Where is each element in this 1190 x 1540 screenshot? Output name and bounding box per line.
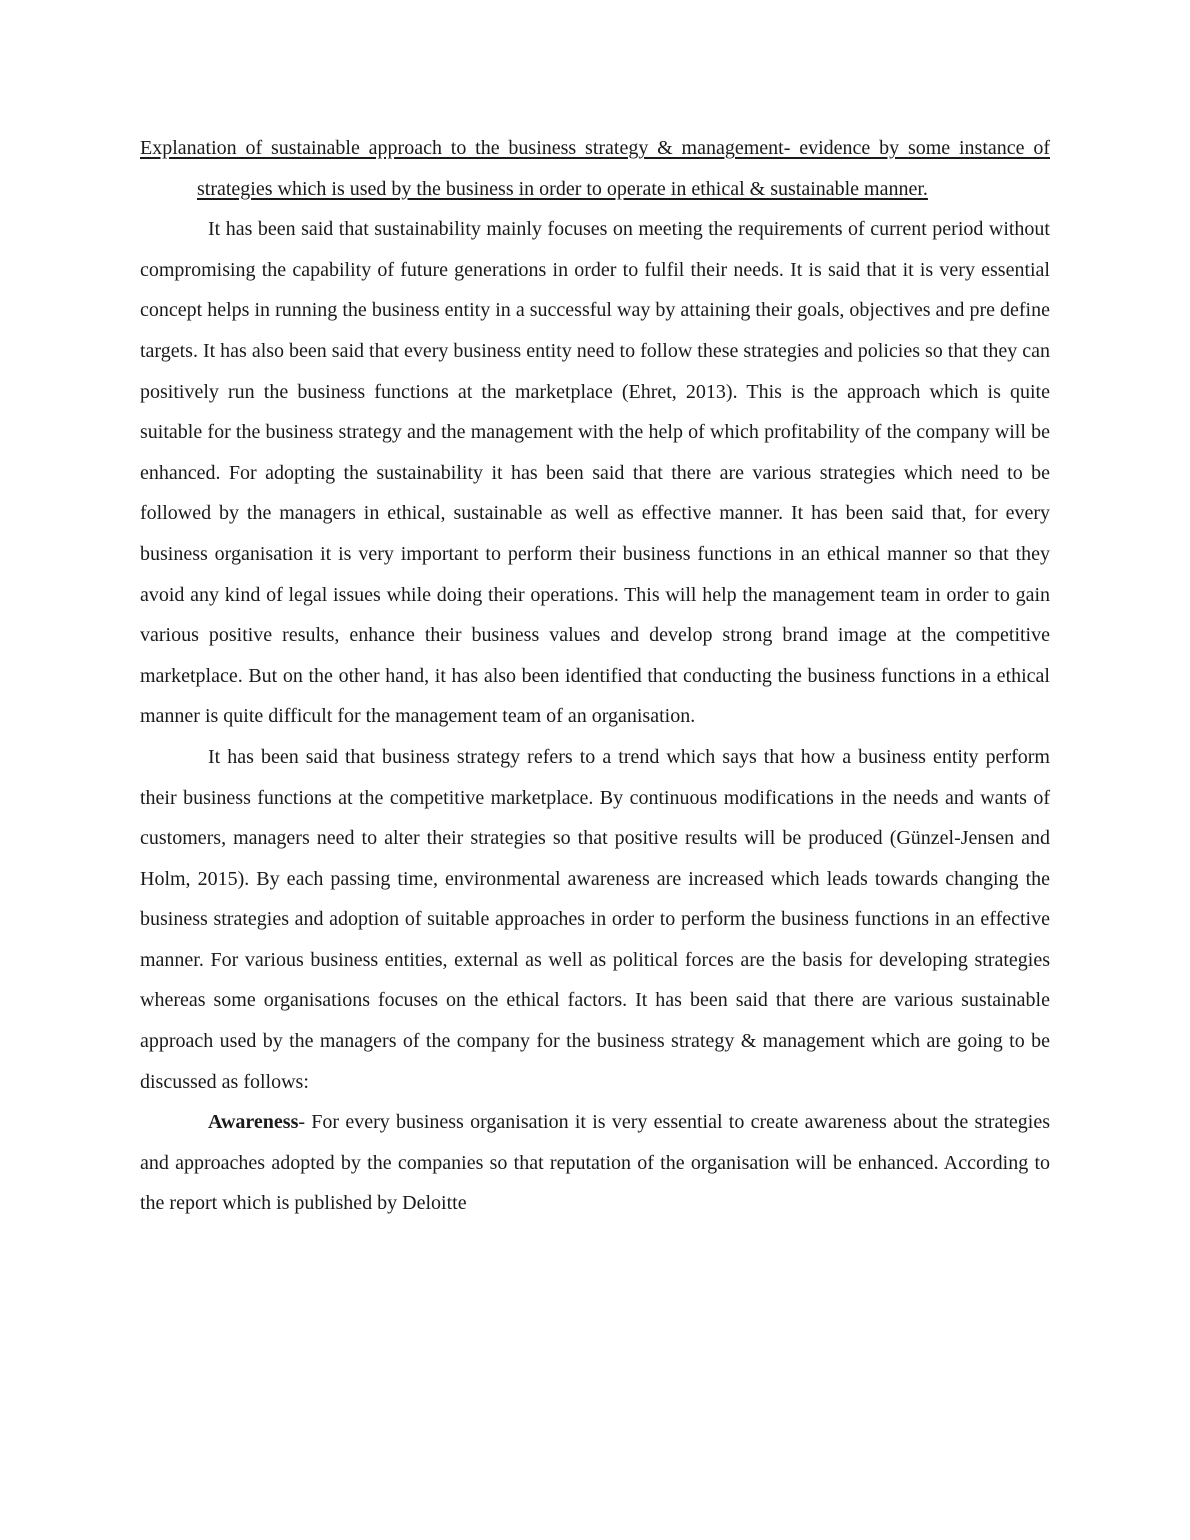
paragraph-sustainability-intro: It has been said that sustainability mainly focuses on meeting the requirements of current period without compromising the capability of future generations in order to fulfil their needs. It is said that it is very essential concept helps in running the business entity in a successful way by attaining their goals, objectives and pre define targets. It has also been said that every business entity need to follow these strategies and policies so that they can positively run the business functions at the marketplace (Ehret, 2013). This is the approach which is quite suitable for the business strategy and the management with the help of which profitability of the company will be enhanced. For adopting the sustainability it has been said that there are various strategies which need to be followed by the managers in ethical, sustainable as well as effective manner. It has been said that, for every business organisation it is very important to perform their business functions in an ethical manner so that they avoid any kind of legal issues while doing their operations. This will help the management team in order to gain various positive results, enhance their business values and develop strong brand image at the competitive marketplace. But on the other hand, it has also been identified that conducting the business functions in a ethical manner is quite difficult for the management team of an organisation. (140, 218, 1050, 728)
paragraph-awareness (140, 1102, 1050, 1224)
paragraph-awareness-lead: Awareness (208, 1111, 299, 1134)
paragraph-business-strategy: It has been said that business strategy refers to a trend which says that how a business entity perform their business functions at the competitive marketplace. By continuous modifications in the needs and wants of customers, managers need to alter their strategies so that positive results will be produced (Günzel-Jensen and Holm, 2015). By each passing time, environmental awareness are increased which leads towards changing the business strategies and adoption of suitable approaches in order to perform the business functions in an effective manner. For various business entities, external as well as political forces are the basis for developing strategies whereas some organisations focuses on the ethical factors. It has been said that there are various sustainable approach used by the managers of the company for the business strategy & management which are going to be discussed as follows: (140, 745, 1050, 1093)
paragraph-awareness-text: - For every business organisation it is very essential to create awareness about the strategies and approaches adopted by the companies so that reputation of the organisation will be enhanced. According to the report which is published by Deloitte (140, 1111, 1050, 1215)
document-heading: Explanation of sustainable approach to the business strategy & management- evidence by some instance of strategies which is used by the business in order to operate in ethical & sustainable manner. (140, 137, 1050, 200)
